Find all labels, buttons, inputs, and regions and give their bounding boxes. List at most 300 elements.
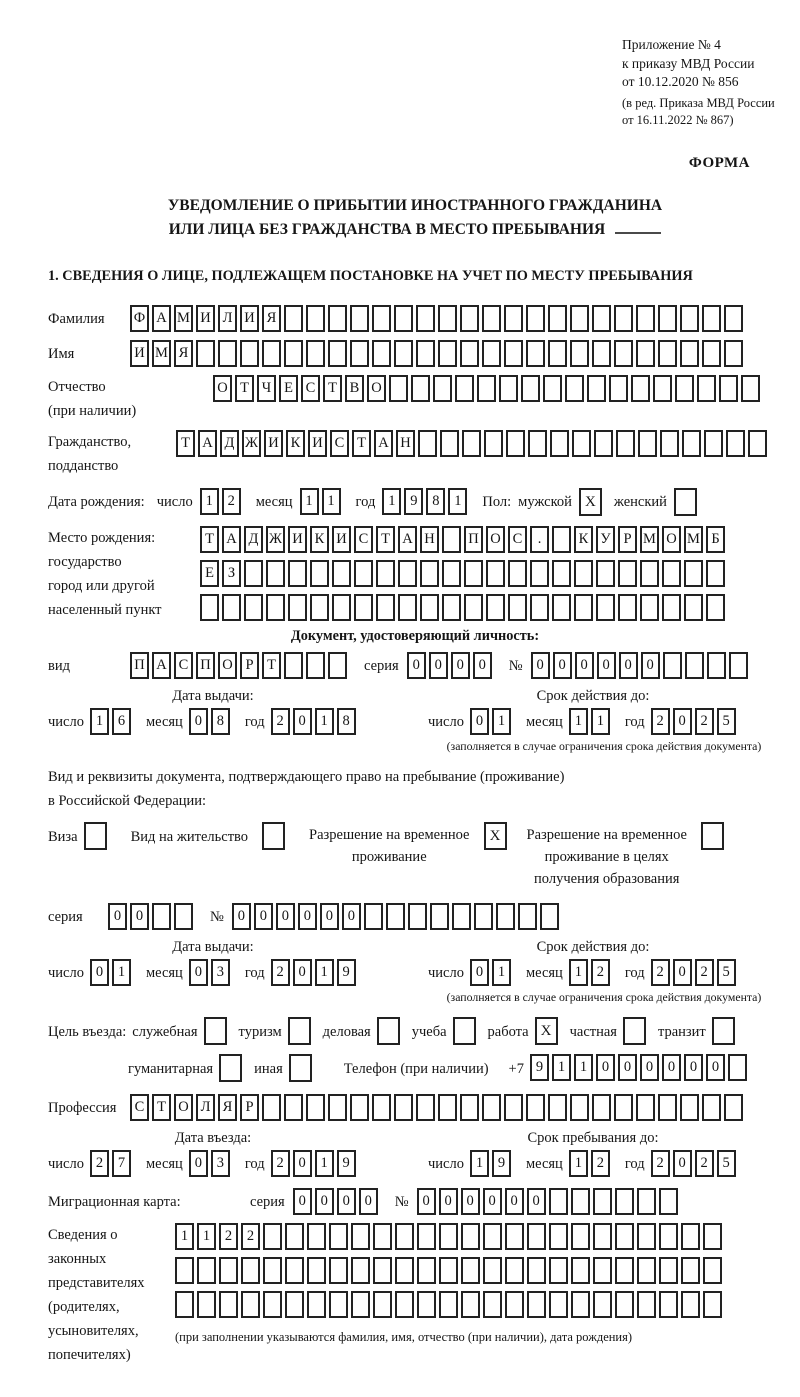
char-cell[interactable]: [329, 1291, 348, 1318]
char-cell[interactable]: Е: [200, 560, 219, 587]
char-cell[interactable]: [351, 1223, 370, 1250]
char-cell[interactable]: [704, 430, 723, 457]
char-cell[interactable]: [351, 1257, 370, 1284]
char-cell[interactable]: [707, 652, 726, 679]
char-cell[interactable]: [416, 340, 435, 367]
char-cell[interactable]: Р: [618, 526, 637, 553]
char-cell[interactable]: А: [198, 430, 217, 457]
char-cell[interactable]: [527, 1291, 546, 1318]
char-cell[interactable]: [724, 1094, 743, 1121]
char-cell[interactable]: [681, 1291, 700, 1318]
char-cell[interactable]: [398, 594, 417, 621]
char-cell[interactable]: 1: [448, 488, 467, 515]
char-cell[interactable]: Т: [376, 526, 395, 553]
char-cell[interactable]: [505, 1257, 524, 1284]
char-cell[interactable]: [455, 375, 474, 402]
char-cell[interactable]: [452, 903, 471, 930]
char-cell[interactable]: 0: [337, 1188, 356, 1215]
char-cell[interactable]: [486, 560, 505, 587]
char-cell[interactable]: [350, 305, 369, 332]
char-cell[interactable]: [543, 375, 562, 402]
char-cell[interactable]: В: [345, 375, 364, 402]
char-cell[interactable]: [328, 305, 347, 332]
char-cell[interactable]: [526, 340, 545, 367]
char-cell[interactable]: [439, 1291, 458, 1318]
char-cell[interactable]: [442, 526, 461, 553]
char-cell[interactable]: [284, 305, 303, 332]
char-cell[interactable]: 0: [619, 652, 638, 679]
char-cell[interactable]: [461, 1291, 480, 1318]
char-cell[interactable]: [372, 305, 391, 332]
char-cell[interactable]: О: [174, 1094, 193, 1121]
char-cell[interactable]: [307, 1291, 326, 1318]
char-cell[interactable]: 1: [552, 1054, 571, 1081]
char-cell[interactable]: 0: [359, 1188, 378, 1215]
checkbox-cell[interactable]: [701, 822, 724, 850]
char-cell[interactable]: 2: [695, 708, 714, 735]
char-cell[interactable]: [724, 340, 743, 367]
char-cell[interactable]: [197, 1257, 216, 1284]
char-cell[interactable]: [505, 1291, 524, 1318]
char-cell[interactable]: [658, 340, 677, 367]
char-cell[interactable]: [310, 560, 329, 587]
char-cell[interactable]: 0: [320, 903, 339, 930]
char-cell[interactable]: Б: [706, 526, 725, 553]
char-cell[interactable]: 0: [276, 903, 295, 930]
char-cell[interactable]: [307, 1257, 326, 1284]
char-cell[interactable]: [550, 430, 569, 457]
char-cell[interactable]: [417, 1291, 436, 1318]
char-cell[interactable]: [442, 594, 461, 621]
char-cell[interactable]: [592, 1094, 611, 1121]
char-cell[interactable]: 0: [189, 708, 208, 735]
char-cell[interactable]: [484, 430, 503, 457]
char-cell[interactable]: [540, 903, 559, 930]
char-cell[interactable]: З: [222, 560, 241, 587]
char-cell[interactable]: 1: [175, 1223, 194, 1250]
char-cell[interactable]: [439, 1223, 458, 1250]
char-cell[interactable]: К: [574, 526, 593, 553]
char-cell[interactable]: 0: [473, 652, 492, 679]
char-cell[interactable]: [640, 560, 659, 587]
char-cell[interactable]: С: [174, 652, 193, 679]
char-cell[interactable]: [637, 1223, 656, 1250]
char-cell[interactable]: [618, 560, 637, 587]
char-cell[interactable]: [592, 340, 611, 367]
char-cell[interactable]: [614, 305, 633, 332]
char-cell[interactable]: 0: [673, 708, 692, 735]
char-cell[interactable]: [244, 560, 263, 587]
char-cell[interactable]: [615, 1257, 634, 1284]
char-cell[interactable]: [262, 340, 281, 367]
char-cell[interactable]: [219, 1257, 238, 1284]
char-cell[interactable]: 0: [429, 652, 448, 679]
char-cell[interactable]: 1: [492, 959, 511, 986]
char-cell[interactable]: [219, 1291, 238, 1318]
char-cell[interactable]: О: [367, 375, 386, 402]
char-cell[interactable]: 1: [569, 708, 588, 735]
char-cell[interactable]: 0: [470, 708, 489, 735]
char-cell[interactable]: Ж: [242, 430, 261, 457]
char-cell[interactable]: [506, 430, 525, 457]
char-cell[interactable]: [373, 1291, 392, 1318]
char-cell[interactable]: [637, 1291, 656, 1318]
char-cell[interactable]: [741, 375, 760, 402]
char-cell[interactable]: [702, 305, 721, 332]
char-cell[interactable]: Я: [218, 1094, 237, 1121]
char-cell[interactable]: Д: [244, 526, 263, 553]
checkbox-cell[interactable]: X: [484, 822, 507, 850]
char-cell[interactable]: [263, 1257, 282, 1284]
char-cell[interactable]: [530, 594, 549, 621]
char-cell[interactable]: [653, 375, 672, 402]
char-cell[interactable]: [726, 430, 745, 457]
char-cell[interactable]: [438, 305, 457, 332]
char-cell[interactable]: [460, 340, 479, 367]
char-cell[interactable]: 0: [189, 1150, 208, 1177]
char-cell[interactable]: 0: [470, 959, 489, 986]
char-cell[interactable]: 0: [575, 652, 594, 679]
char-cell[interactable]: [638, 430, 657, 457]
char-cell[interactable]: [504, 1094, 523, 1121]
char-cell[interactable]: 1: [382, 488, 401, 515]
char-cell[interactable]: [218, 340, 237, 367]
char-cell[interactable]: [482, 340, 501, 367]
char-cell[interactable]: [640, 594, 659, 621]
char-cell[interactable]: 9: [337, 959, 356, 986]
char-cell[interactable]: 1: [315, 708, 334, 735]
checkbox-cell[interactable]: [623, 1017, 646, 1045]
char-cell[interactable]: Д: [220, 430, 239, 457]
char-cell[interactable]: 2: [241, 1223, 260, 1250]
char-cell[interactable]: [464, 560, 483, 587]
char-cell[interactable]: 0: [293, 1150, 312, 1177]
char-cell[interactable]: А: [152, 305, 171, 332]
char-cell[interactable]: 1: [300, 488, 319, 515]
char-cell[interactable]: [680, 340, 699, 367]
char-cell[interactable]: [440, 430, 459, 457]
char-cell[interactable]: [376, 594, 395, 621]
char-cell[interactable]: [659, 1257, 678, 1284]
char-cell[interactable]: [329, 1257, 348, 1284]
char-cell[interactable]: 0: [553, 652, 572, 679]
char-cell[interactable]: [460, 1094, 479, 1121]
char-cell[interactable]: [329, 1223, 348, 1250]
char-cell[interactable]: 1: [322, 488, 341, 515]
char-cell[interactable]: Н: [396, 430, 415, 457]
char-cell[interactable]: [684, 594, 703, 621]
char-cell[interactable]: [659, 1188, 678, 1215]
char-cell[interactable]: [593, 1291, 612, 1318]
char-cell[interactable]: [685, 652, 704, 679]
char-cell[interactable]: [482, 1094, 501, 1121]
char-cell[interactable]: [395, 1291, 414, 1318]
char-cell[interactable]: П: [464, 526, 483, 553]
char-cell[interactable]: [354, 594, 373, 621]
char-cell[interactable]: 1: [112, 959, 131, 986]
char-cell[interactable]: [719, 375, 738, 402]
char-cell[interactable]: А: [398, 526, 417, 553]
char-cell[interactable]: 9: [337, 1150, 356, 1177]
char-cell[interactable]: 2: [695, 959, 714, 986]
char-cell[interactable]: 2: [271, 959, 290, 986]
char-cell[interactable]: 2: [90, 1150, 109, 1177]
char-cell[interactable]: 5: [717, 1150, 736, 1177]
char-cell[interactable]: [351, 1291, 370, 1318]
char-cell[interactable]: 2: [651, 1150, 670, 1177]
char-cell[interactable]: [587, 375, 606, 402]
char-cell[interactable]: С: [330, 430, 349, 457]
char-cell[interactable]: [571, 1257, 590, 1284]
char-cell[interactable]: [703, 1291, 722, 1318]
char-cell[interactable]: 0: [684, 1054, 703, 1081]
char-cell[interactable]: [729, 652, 748, 679]
char-cell[interactable]: [438, 1094, 457, 1121]
char-cell[interactable]: [615, 1188, 634, 1215]
char-cell[interactable]: Ч: [257, 375, 276, 402]
char-cell[interactable]: 1: [569, 959, 588, 986]
char-cell[interactable]: [675, 375, 694, 402]
char-cell[interactable]: [508, 594, 527, 621]
char-cell[interactable]: [662, 560, 681, 587]
char-cell[interactable]: [285, 1223, 304, 1250]
char-cell[interactable]: Т: [152, 1094, 171, 1121]
char-cell[interactable]: [571, 1291, 590, 1318]
char-cell[interactable]: 0: [673, 959, 692, 986]
char-cell[interactable]: [196, 340, 215, 367]
char-cell[interactable]: [697, 375, 716, 402]
char-cell[interactable]: 1: [197, 1223, 216, 1250]
char-cell[interactable]: [574, 594, 593, 621]
char-cell[interactable]: [658, 1094, 677, 1121]
char-cell[interactable]: [464, 594, 483, 621]
char-cell[interactable]: [416, 1094, 435, 1121]
char-cell[interactable]: [552, 526, 571, 553]
char-cell[interactable]: [631, 375, 650, 402]
char-cell[interactable]: С: [130, 1094, 149, 1121]
char-cell[interactable]: Т: [262, 652, 281, 679]
char-cell[interactable]: [706, 594, 725, 621]
char-cell[interactable]: 5: [717, 959, 736, 986]
char-cell[interactable]: [350, 340, 369, 367]
char-cell[interactable]: [350, 1094, 369, 1121]
char-cell[interactable]: [549, 1223, 568, 1250]
char-cell[interactable]: [284, 340, 303, 367]
checkbox-cell[interactable]: [453, 1017, 476, 1045]
char-cell[interactable]: [174, 903, 193, 930]
char-cell[interactable]: [508, 560, 527, 587]
char-cell[interactable]: 0: [597, 652, 616, 679]
char-cell[interactable]: [284, 652, 303, 679]
char-cell[interactable]: 7: [112, 1150, 131, 1177]
char-cell[interactable]: 8: [337, 708, 356, 735]
char-cell[interactable]: 1: [574, 1054, 593, 1081]
char-cell[interactable]: Т: [235, 375, 254, 402]
char-cell[interactable]: 0: [662, 1054, 681, 1081]
char-cell[interactable]: [462, 430, 481, 457]
char-cell[interactable]: [548, 305, 567, 332]
char-cell[interactable]: [284, 1094, 303, 1121]
checkbox-cell[interactable]: [289, 1054, 312, 1082]
char-cell[interactable]: 0: [640, 1054, 659, 1081]
char-cell[interactable]: А: [152, 652, 171, 679]
char-cell[interactable]: 2: [651, 959, 670, 986]
char-cell[interactable]: 1: [315, 1150, 334, 1177]
char-cell[interactable]: 9: [404, 488, 423, 515]
char-cell[interactable]: Р: [240, 1094, 259, 1121]
char-cell[interactable]: [499, 375, 518, 402]
char-cell[interactable]: С: [508, 526, 527, 553]
char-cell[interactable]: [394, 305, 413, 332]
char-cell[interactable]: [328, 340, 347, 367]
char-cell[interactable]: [618, 594, 637, 621]
char-cell[interactable]: [637, 1188, 656, 1215]
char-cell[interactable]: [483, 1291, 502, 1318]
char-cell[interactable]: [663, 652, 682, 679]
char-cell[interactable]: 2: [695, 1150, 714, 1177]
char-cell[interactable]: 0: [189, 959, 208, 986]
char-cell[interactable]: [521, 375, 540, 402]
char-cell[interactable]: 1: [569, 1150, 588, 1177]
char-cell[interactable]: [565, 375, 584, 402]
char-cell[interactable]: 0: [439, 1188, 458, 1215]
char-cell[interactable]: А: [222, 526, 241, 553]
char-cell[interactable]: 2: [219, 1223, 238, 1250]
char-cell[interactable]: 0: [673, 1150, 692, 1177]
char-cell[interactable]: Н: [420, 526, 439, 553]
char-cell[interactable]: [430, 903, 449, 930]
char-cell[interactable]: [616, 430, 635, 457]
char-cell[interactable]: [389, 375, 408, 402]
char-cell[interactable]: [662, 594, 681, 621]
char-cell[interactable]: [681, 1223, 700, 1250]
char-cell[interactable]: Е: [279, 375, 298, 402]
char-cell[interactable]: И: [332, 526, 351, 553]
char-cell[interactable]: 0: [315, 1188, 334, 1215]
char-cell[interactable]: [373, 1257, 392, 1284]
char-cell[interactable]: 0: [298, 903, 317, 930]
char-cell[interactable]: Л: [218, 305, 237, 332]
char-cell[interactable]: И: [264, 430, 283, 457]
char-cell[interactable]: [570, 1094, 589, 1121]
char-cell[interactable]: 1: [315, 959, 334, 986]
char-cell[interactable]: [518, 903, 537, 930]
checkbox-cell[interactable]: [288, 1017, 311, 1045]
char-cell[interactable]: М: [640, 526, 659, 553]
checkbox-cell[interactable]: [712, 1017, 735, 1045]
char-cell[interactable]: И: [308, 430, 327, 457]
char-cell[interactable]: [439, 1257, 458, 1284]
char-cell[interactable]: [658, 305, 677, 332]
char-cell[interactable]: [461, 1223, 480, 1250]
char-cell[interactable]: О: [218, 652, 237, 679]
char-cell[interactable]: 0: [706, 1054, 725, 1081]
char-cell[interactable]: [504, 340, 523, 367]
char-cell[interactable]: [571, 1188, 590, 1215]
char-cell[interactable]: [328, 652, 347, 679]
char-cell[interactable]: [571, 1223, 590, 1250]
char-cell[interactable]: 0: [254, 903, 273, 930]
char-cell[interactable]: [659, 1291, 678, 1318]
char-cell[interactable]: [222, 594, 241, 621]
char-cell[interactable]: 1: [200, 488, 219, 515]
char-cell[interactable]: [593, 1223, 612, 1250]
char-cell[interactable]: И: [240, 305, 259, 332]
char-cell[interactable]: 2: [591, 959, 610, 986]
char-cell[interactable]: 0: [293, 708, 312, 735]
char-cell[interactable]: [528, 430, 547, 457]
char-cell[interactable]: [660, 430, 679, 457]
char-cell[interactable]: [552, 594, 571, 621]
char-cell[interactable]: [548, 340, 567, 367]
char-cell[interactable]: 0: [293, 1188, 312, 1215]
char-cell[interactable]: 1: [492, 708, 511, 735]
char-cell[interactable]: [548, 1094, 567, 1121]
checkbox-cell[interactable]: X: [579, 488, 602, 516]
char-cell[interactable]: [263, 1291, 282, 1318]
char-cell[interactable]: [395, 1257, 414, 1284]
char-cell[interactable]: [240, 340, 259, 367]
char-cell[interactable]: [702, 340, 721, 367]
char-cell[interactable]: К: [310, 526, 329, 553]
char-cell[interactable]: 3: [211, 1150, 230, 1177]
char-cell[interactable]: [682, 430, 701, 457]
char-cell[interactable]: [328, 1094, 347, 1121]
char-cell[interactable]: 2: [222, 488, 241, 515]
char-cell[interactable]: [637, 1257, 656, 1284]
char-cell[interactable]: Ж: [266, 526, 285, 553]
char-cell[interactable]: [420, 560, 439, 587]
char-cell[interactable]: [703, 1223, 722, 1250]
char-cell[interactable]: [486, 594, 505, 621]
char-cell[interactable]: [386, 903, 405, 930]
char-cell[interactable]: [418, 430, 437, 457]
char-cell[interactable]: 0: [461, 1188, 480, 1215]
char-cell[interactable]: С: [354, 526, 373, 553]
char-cell[interactable]: М: [174, 305, 193, 332]
char-cell[interactable]: [505, 1223, 524, 1250]
char-cell[interactable]: [285, 1257, 304, 1284]
char-cell[interactable]: [394, 340, 413, 367]
char-cell[interactable]: [609, 375, 628, 402]
char-cell[interactable]: У: [596, 526, 615, 553]
char-cell[interactable]: [728, 1054, 747, 1081]
char-cell[interactable]: 3: [211, 959, 230, 986]
char-cell[interactable]: [306, 340, 325, 367]
char-cell[interactable]: 9: [530, 1054, 549, 1081]
char-cell[interactable]: Л: [196, 1094, 215, 1121]
char-cell[interactable]: [175, 1257, 194, 1284]
char-cell[interactable]: [636, 340, 655, 367]
char-cell[interactable]: [680, 305, 699, 332]
char-cell[interactable]: [706, 560, 725, 587]
char-cell[interactable]: [526, 1094, 545, 1121]
char-cell[interactable]: [474, 903, 493, 930]
char-cell[interactable]: 8: [426, 488, 445, 515]
char-cell[interactable]: 9: [492, 1150, 511, 1177]
char-cell[interactable]: 0: [232, 903, 251, 930]
char-cell[interactable]: [417, 1257, 436, 1284]
char-cell[interactable]: [376, 560, 395, 587]
char-cell[interactable]: [332, 594, 351, 621]
char-cell[interactable]: [596, 560, 615, 587]
char-cell[interactable]: [684, 560, 703, 587]
checkbox-cell[interactable]: [262, 822, 285, 850]
char-cell[interactable]: [354, 560, 373, 587]
char-cell[interactable]: 5: [717, 708, 736, 735]
char-cell[interactable]: [483, 1257, 502, 1284]
char-cell[interactable]: И: [130, 340, 149, 367]
